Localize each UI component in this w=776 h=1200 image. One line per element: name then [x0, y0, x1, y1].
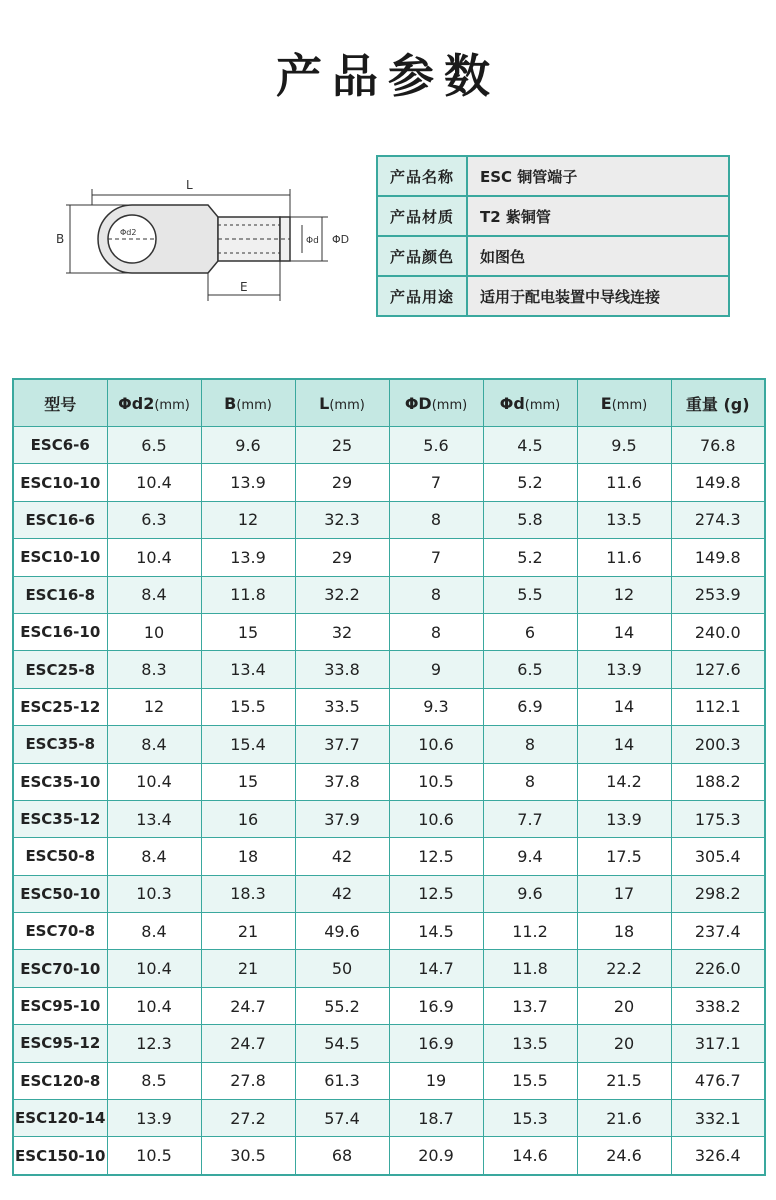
value-cell: 17.5 — [577, 838, 671, 875]
value-cell: 8.4 — [107, 913, 201, 950]
value-cell: 13.4 — [107, 800, 201, 837]
value-cell: 18 — [577, 913, 671, 950]
value-cell: 21.6 — [577, 1100, 671, 1137]
value-cell: 30.5 — [201, 1137, 295, 1175]
value-cell: 10.4 — [107, 987, 201, 1024]
value-cell: 49.6 — [295, 913, 389, 950]
info-value: 如图色 — [467, 236, 729, 276]
value-cell: 37.7 — [295, 726, 389, 763]
header-label: E — [600, 393, 612, 413]
value-cell: 50 — [295, 950, 389, 987]
value-cell: 10 — [107, 613, 201, 650]
value-cell: 13.5 — [577, 501, 671, 538]
value-cell: 16.9 — [389, 1025, 483, 1062]
value-cell: 6.5 — [107, 427, 201, 464]
value-cell: 10.4 — [107, 763, 201, 800]
value-cell: 6.5 — [483, 651, 577, 688]
spec-row — [13, 913, 765, 950]
value-cell: 149.8 — [671, 539, 765, 576]
value-cell: 20.9 — [389, 1137, 483, 1175]
header-unit: (mm) — [524, 397, 561, 413]
value-cell: 32.2 — [295, 576, 389, 613]
value-cell: 13.9 — [201, 539, 295, 576]
model-cell: ESC10-10 — [13, 464, 107, 501]
value-cell: 54.5 — [295, 1025, 389, 1062]
model-cell: ESC35-12 — [13, 800, 107, 837]
dim-label-L: L — [186, 178, 193, 192]
value-cell: 68 — [295, 1137, 389, 1175]
info-value: ESC 铜管端子 — [467, 156, 729, 196]
value-cell: 10.6 — [389, 800, 483, 837]
value-cell: 305.4 — [671, 838, 765, 875]
value-cell: 10.5 — [107, 1137, 201, 1175]
header-label: ΦD — [404, 393, 432, 413]
dim-label-d: Φd — [306, 236, 319, 246]
spec-header-cell — [13, 379, 107, 427]
model-cell: ESC16-8 — [13, 576, 107, 613]
value-cell: 14.2 — [577, 763, 671, 800]
value-cell: 15.5 — [483, 1062, 577, 1099]
value-cell: 15.5 — [201, 688, 295, 725]
spec-row — [13, 800, 765, 837]
value-cell: 11.6 — [577, 539, 671, 576]
value-cell: 61.3 — [295, 1062, 389, 1099]
value-cell: 15 — [201, 613, 295, 650]
model-cell: ESC35-8 — [13, 726, 107, 763]
value-cell: 5.2 — [483, 464, 577, 501]
value-cell: 57.4 — [295, 1100, 389, 1137]
value-cell: 317.1 — [671, 1025, 765, 1062]
info-row — [377, 196, 729, 236]
dim-label-E: E — [240, 280, 248, 294]
value-cell: 11.8 — [201, 576, 295, 613]
value-cell: 13.7 — [483, 987, 577, 1024]
spec-header-cell — [483, 379, 577, 427]
value-cell: 11.6 — [577, 464, 671, 501]
value-cell: 14.5 — [389, 913, 483, 950]
value-cell: 13.9 — [107, 1100, 201, 1137]
spec-row — [13, 688, 765, 725]
spec-row — [13, 1100, 765, 1137]
info-row — [377, 236, 729, 276]
spec-row — [13, 539, 765, 576]
value-cell: 24.7 — [201, 1025, 295, 1062]
value-cell: 8.4 — [107, 838, 201, 875]
value-cell: 10.4 — [107, 950, 201, 987]
value-cell: 22.2 — [577, 950, 671, 987]
spec-header-cell — [389, 379, 483, 427]
spec-row — [13, 501, 765, 538]
value-cell: 10.4 — [107, 464, 201, 501]
value-cell: 29 — [295, 539, 389, 576]
value-cell: 33.5 — [295, 688, 389, 725]
value-cell: 21 — [201, 950, 295, 987]
spec-header-cell — [295, 379, 389, 427]
value-cell: 7.7 — [483, 800, 577, 837]
info-key: 产品材质 — [377, 196, 467, 236]
spec-row — [13, 763, 765, 800]
value-cell: 5.2 — [483, 539, 577, 576]
model-cell: ESC95-12 — [13, 1025, 107, 1062]
header-unit: (mm) — [236, 397, 272, 413]
value-cell: 149.8 — [671, 464, 765, 501]
terminal-dimension-diagram — [40, 165, 360, 315]
value-cell: 20 — [577, 987, 671, 1024]
spec-row — [13, 950, 765, 987]
value-cell: 253.9 — [671, 576, 765, 613]
model-cell: ESC35-10 — [13, 763, 107, 800]
value-cell: 10.3 — [107, 875, 201, 912]
value-cell: 42 — [295, 838, 389, 875]
info-value: 适用于配电装置中导线连接 — [467, 276, 729, 316]
value-cell: 9.6 — [201, 427, 295, 464]
value-cell: 19 — [389, 1062, 483, 1099]
value-cell: 9 — [389, 651, 483, 688]
value-cell: 13.9 — [577, 800, 671, 837]
value-cell: 11.8 — [483, 950, 577, 987]
header-label: 重量 (g) — [685, 394, 750, 414]
value-cell: 12 — [201, 501, 295, 538]
header-label: 型号 — [44, 394, 77, 414]
spec-row — [13, 427, 765, 464]
value-cell: 18.7 — [389, 1100, 483, 1137]
value-cell: 16 — [201, 800, 295, 837]
header-unit: (mm) — [329, 397, 365, 413]
product-info-table — [376, 155, 730, 317]
value-cell: 476.7 — [671, 1062, 765, 1099]
value-cell: 6.9 — [483, 688, 577, 725]
model-cell: ESC70-8 — [13, 913, 107, 950]
value-cell: 29 — [295, 464, 389, 501]
value-cell: 5.8 — [483, 501, 577, 538]
header-label: B — [224, 393, 237, 413]
value-cell: 12.5 — [389, 875, 483, 912]
value-cell: 33.8 — [295, 651, 389, 688]
value-cell: 5.6 — [389, 427, 483, 464]
spec-row — [13, 875, 765, 912]
value-cell: 17 — [577, 875, 671, 912]
spec-row — [13, 613, 765, 650]
spec-row — [13, 987, 765, 1024]
dim-label-d2: Φd2 — [120, 228, 137, 237]
value-cell: 13.4 — [201, 651, 295, 688]
value-cell: 12 — [577, 576, 671, 613]
value-cell: 7 — [389, 464, 483, 501]
value-cell: 15 — [201, 763, 295, 800]
header-label: Φd2 — [118, 393, 155, 413]
value-cell: 10.6 — [389, 726, 483, 763]
page-title: 产品参数 — [276, 49, 500, 103]
value-cell: 6.3 — [107, 501, 201, 538]
value-cell: 338.2 — [671, 987, 765, 1024]
value-cell: 8.3 — [107, 651, 201, 688]
value-cell: 8 — [389, 613, 483, 650]
value-cell: 32 — [295, 613, 389, 650]
dim-label-B: B — [56, 232, 65, 246]
value-cell: 9.5 — [577, 427, 671, 464]
value-cell: 6 — [483, 613, 577, 650]
model-cell: ESC50-10 — [13, 875, 107, 912]
value-cell: 76.8 — [671, 427, 765, 464]
value-cell: 298.2 — [671, 875, 765, 912]
value-cell: 25 — [295, 427, 389, 464]
spec-header-cell — [201, 379, 295, 427]
value-cell: 8.5 — [107, 1062, 201, 1099]
value-cell: 237.4 — [671, 913, 765, 950]
info-key: 产品用途 — [377, 276, 467, 316]
value-cell: 24.6 — [577, 1137, 671, 1175]
header-unit: (mm) — [611, 397, 648, 413]
value-cell: 14 — [577, 726, 671, 763]
value-cell: 326.4 — [671, 1137, 765, 1175]
value-cell: 13.9 — [577, 651, 671, 688]
value-cell: 21.5 — [577, 1062, 671, 1099]
spec-row — [13, 464, 765, 501]
value-cell: 175.3 — [671, 800, 765, 837]
value-cell: 21 — [201, 913, 295, 950]
value-cell: 8 — [483, 726, 577, 763]
value-cell: 8.4 — [107, 576, 201, 613]
value-cell: 12.3 — [107, 1025, 201, 1062]
value-cell: 274.3 — [671, 501, 765, 538]
spec-row — [13, 651, 765, 688]
spec-row — [13, 726, 765, 763]
header-label: Φd — [499, 393, 525, 413]
value-cell: 37.8 — [295, 763, 389, 800]
header-unit: (mm) — [431, 397, 468, 413]
value-cell: 14 — [577, 688, 671, 725]
value-cell: 12 — [107, 688, 201, 725]
model-cell: ESC150-10 — [13, 1137, 107, 1175]
info-row — [377, 156, 729, 196]
model-cell: ESC16-10 — [13, 613, 107, 650]
spec-row — [13, 1062, 765, 1099]
dim-label-D: ΦD — [332, 233, 350, 246]
value-cell: 24.7 — [201, 987, 295, 1024]
value-cell: 13.5 — [483, 1025, 577, 1062]
model-cell: ESC16-6 — [13, 501, 107, 538]
model-cell: ESC120-14 — [13, 1100, 107, 1137]
value-cell: 8 — [389, 501, 483, 538]
model-cell: ESC25-8 — [13, 651, 107, 688]
spec-row — [13, 1025, 765, 1062]
spec-header-cell — [107, 379, 201, 427]
spec-row — [13, 576, 765, 613]
value-cell: 27.8 — [201, 1062, 295, 1099]
model-cell: ESC70-10 — [13, 950, 107, 987]
value-cell: 16.9 — [389, 987, 483, 1024]
value-cell: 10.4 — [107, 539, 201, 576]
model-cell: ESC95-10 — [13, 987, 107, 1024]
value-cell: 12.5 — [389, 838, 483, 875]
value-cell: 27.2 — [201, 1100, 295, 1137]
model-cell: ESC120-8 — [13, 1062, 107, 1099]
value-cell: 188.2 — [671, 763, 765, 800]
value-cell: 32.3 — [295, 501, 389, 538]
model-cell: ESC10-10 — [13, 539, 107, 576]
value-cell: 55.2 — [295, 987, 389, 1024]
spec-header-row — [13, 379, 765, 427]
model-cell: ESC50-8 — [13, 838, 107, 875]
value-cell: 8 — [483, 763, 577, 800]
value-cell: 200.3 — [671, 726, 765, 763]
value-cell: 9.6 — [483, 875, 577, 912]
value-cell: 127.6 — [671, 651, 765, 688]
spec-row — [13, 1137, 765, 1175]
value-cell: 10.5 — [389, 763, 483, 800]
value-cell: 18.3 — [201, 875, 295, 912]
info-value: T2 紫铜管 — [467, 196, 729, 236]
value-cell: 15.4 — [201, 726, 295, 763]
value-cell: 8 — [389, 576, 483, 613]
value-cell: 14 — [577, 613, 671, 650]
value-cell: 14.7 — [389, 950, 483, 987]
value-cell: 332.1 — [671, 1100, 765, 1137]
value-cell: 20 — [577, 1025, 671, 1062]
value-cell: 112.1 — [671, 688, 765, 725]
value-cell: 18 — [201, 838, 295, 875]
spec-header-cell — [577, 379, 671, 427]
spec-header-cell — [671, 379, 765, 427]
value-cell: 9.3 — [389, 688, 483, 725]
spec-table — [12, 378, 766, 1176]
spec-row — [13, 838, 765, 875]
header-label: L — [319, 393, 330, 413]
value-cell: 8.4 — [107, 726, 201, 763]
model-cell: ESC6-6 — [13, 427, 107, 464]
info-row — [377, 276, 729, 316]
info-key: 产品颜色 — [377, 236, 467, 276]
value-cell: 4.5 — [483, 427, 577, 464]
value-cell: 13.9 — [201, 464, 295, 501]
value-cell: 240.0 — [671, 613, 765, 650]
value-cell: 15.3 — [483, 1100, 577, 1137]
value-cell: 11.2 — [483, 913, 577, 950]
value-cell: 14.6 — [483, 1137, 577, 1175]
value-cell: 9.4 — [483, 838, 577, 875]
header-unit: (mm) — [154, 397, 190, 413]
info-key: 产品名称 — [377, 156, 467, 196]
value-cell: 7 — [389, 539, 483, 576]
value-cell: 42 — [295, 875, 389, 912]
value-cell: 5.5 — [483, 576, 577, 613]
value-cell: 226.0 — [671, 950, 765, 987]
model-cell: ESC25-12 — [13, 688, 107, 725]
value-cell: 37.9 — [295, 800, 389, 837]
